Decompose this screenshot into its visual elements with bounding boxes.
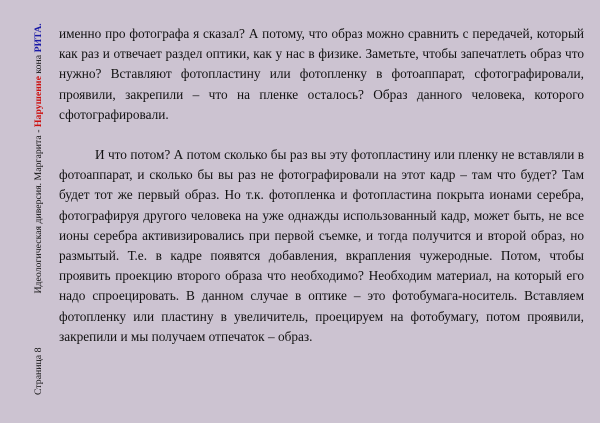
page-body (59, 24, 584, 347)
body-paragraph: И что потом? А потом сколько бы раз вы эту фотопластину или пленку не вставляли в фотоаппарат, и сколько бы вы раз не фотографировали на этот кадр – там что будет? Там будет тот же первый образ. Но т.к. фотопленка и фотопластина покрыта ионами серебра, фотографируя другого человека на уже однажды использованный кадр, может быть, не все ионы серебра активизировались при первой съемке, и тогда получится и второй образ, но размытый. Т.е. в кадре появятся добавления, вкрапления чужеродные. Потом, чтобы проявить проекцию второго образа что необходимо? Необходим материал, на который его надо спроецировать. В данном случае в оптике – это фотобумага-носитель. Вставляем фотопленку или пластину в увеличитель, проецируем на фотобумагу, потом проявили, закрепили и мы получаем отпечаток – образ. (59, 147, 584, 344)
page-number-label: Страница 8 (33, 347, 44, 395)
vertical-side-caption (31, 25, 47, 395)
author-name: РИТА. (33, 23, 44, 53)
document-title: Идеологическая диверсия. Маргарита - (33, 127, 44, 294)
body-paragraph: именно про фотографа я сказал? А потому, что образ можно сравнить с передачей, который как раз и отвечает раздел оптики, как у нас в физике. Заметьте, чтобы запечатлеть образ что нужно? Вставляют фотопластину или фотопленку в фотоаппарат, сфотографировали, проявили, закрепили – что на пленке осталось? Образ данного человека, которого сфотографировали. (59, 26, 584, 122)
violation-word: Нарушение (33, 76, 44, 128)
code-word: кона (33, 52, 44, 77)
